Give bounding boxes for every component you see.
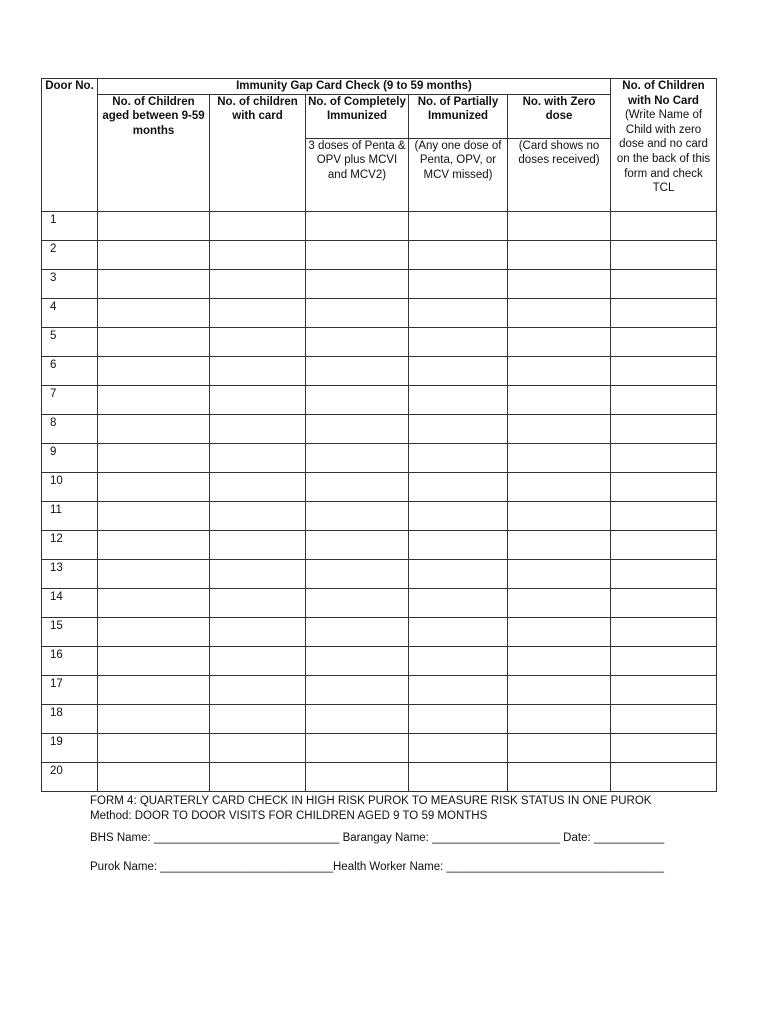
entry-cell[interactable] — [306, 501, 409, 530]
entry-cell[interactable] — [210, 762, 306, 791]
entry-cell[interactable] — [210, 443, 306, 472]
door-number-cell: 16 — [42, 646, 98, 675]
entry-cell[interactable] — [508, 327, 611, 356]
table-row — [42, 356, 717, 385]
entry-cell[interactable] — [611, 269, 717, 298]
entry-cell[interactable] — [409, 298, 508, 327]
entry-cell[interactable] — [306, 269, 409, 298]
table-row — [42, 501, 717, 530]
entry-cell[interactable] — [508, 588, 611, 617]
entry-cell[interactable] — [409, 501, 508, 530]
form-method: Method: DOOR TO DOOR VISITS FOR CHILDREN AGED 9 TO 59 MONTHS — [90, 810, 488, 822]
entry-cell[interactable] — [508, 472, 611, 501]
entry-cell[interactable] — [508, 675, 611, 704]
entry-cell[interactable] — [611, 211, 717, 240]
immunity-gap-table — [41, 78, 717, 792]
entry-cell[interactable] — [409, 617, 508, 646]
table-row — [42, 762, 717, 791]
entry-cell[interactable] — [306, 588, 409, 617]
entry-cell[interactable] — [611, 588, 717, 617]
door-number-cell: 17 — [42, 675, 98, 704]
entry-cell[interactable] — [306, 385, 409, 414]
table-row — [42, 414, 717, 443]
zero-dose-header: No. with Zero dose — [508, 94, 611, 138]
entry-cell[interactable] — [409, 472, 508, 501]
door-number-cell: 6 — [42, 356, 98, 385]
table-row — [42, 211, 717, 240]
entry-cell[interactable] — [306, 414, 409, 443]
entry-cell[interactable] — [98, 617, 210, 646]
entry-cell[interactable] — [98, 269, 210, 298]
entry-cell[interactable] — [508, 559, 611, 588]
entry-cell[interactable] — [409, 530, 508, 559]
entry-cell[interactable] — [508, 762, 611, 791]
door-number-cell: 2 — [42, 240, 98, 269]
entry-cell[interactable] — [409, 356, 508, 385]
entry-cell[interactable] — [508, 356, 611, 385]
with-card-header: No. of children with card — [210, 94, 306, 211]
table-row — [42, 675, 717, 704]
table-row — [42, 298, 717, 327]
no-card-note: (Write Name of Child with zero dose and no card on the back of this form and check TCL — [616, 109, 711, 195]
entry-cell[interactable] — [210, 675, 306, 704]
entry-cell[interactable] — [98, 501, 210, 530]
door-number-cell: 20 — [42, 762, 98, 791]
entry-cell[interactable] — [611, 530, 717, 559]
table-row — [42, 704, 717, 733]
entry-cell[interactable] — [306, 211, 409, 240]
entry-cell[interactable] — [306, 443, 409, 472]
entry-cell[interactable] — [508, 414, 611, 443]
entry-cell[interactable] — [508, 269, 611, 298]
table-row — [42, 327, 717, 356]
entry-cell[interactable] — [409, 240, 508, 269]
entry-cell[interactable] — [98, 240, 210, 269]
entry-cell[interactable] — [210, 298, 306, 327]
entry-cell[interactable] — [210, 472, 306, 501]
entry-cell[interactable] — [611, 414, 717, 443]
entry-cell[interactable] — [210, 327, 306, 356]
entry-cell[interactable] — [611, 617, 717, 646]
entry-cell[interactable] — [508, 385, 611, 414]
entry-cell[interactable] — [611, 356, 717, 385]
entry-cell[interactable] — [98, 675, 210, 704]
entry-cell[interactable] — [210, 646, 306, 675]
door-number-cell: 18 — [42, 704, 98, 733]
no-card-header — [611, 79, 717, 212]
door-no-header: Door No. — [42, 79, 98, 212]
zero-dose-note: (Card shows no doses received) — [508, 138, 611, 211]
door-number-cell: 4 — [42, 298, 98, 327]
entry-cell[interactable] — [409, 414, 508, 443]
entry-cell[interactable] — [98, 762, 210, 791]
entry-cell[interactable] — [98, 530, 210, 559]
entry-cell[interactable] — [611, 385, 717, 414]
entry-cell[interactable] — [98, 385, 210, 414]
entry-cell[interactable] — [210, 211, 306, 240]
entry-cell[interactable] — [210, 559, 306, 588]
immunity-gap-group-header: Immunity Gap Card Check (9 to 59 months) — [98, 79, 611, 95]
entry-cell[interactable] — [409, 588, 508, 617]
entry-cell[interactable] — [508, 704, 611, 733]
entry-cell[interactable] — [508, 240, 611, 269]
door-number-cell: 12 — [42, 530, 98, 559]
bhs-barangay-date-line: BHS Name: _____________________________ Barangay Name: ____________________ Date: ___________ — [90, 832, 665, 844]
partially-immunized-note: (Any one dose of Penta, OPV, or MCV missed) — [409, 138, 508, 211]
table-row — [42, 646, 717, 675]
aged-9-59-header: No. of Children aged between 9-59 months — [98, 94, 210, 211]
entry-cell[interactable] — [508, 646, 611, 675]
entry-cell[interactable] — [306, 240, 409, 269]
table-row — [42, 733, 717, 762]
entry-cell[interactable] — [611, 240, 717, 269]
entry-cell[interactable] — [98, 733, 210, 762]
entry-cell[interactable] — [98, 211, 210, 240]
entry-cell[interactable] — [508, 501, 611, 530]
entry-cell[interactable] — [611, 472, 717, 501]
entry-cell[interactable] — [306, 733, 409, 762]
entry-cell[interactable] — [611, 327, 717, 356]
entry-cell[interactable] — [409, 762, 508, 791]
table-row — [42, 240, 717, 269]
table-row — [42, 472, 717, 501]
completely-immunized-header: No. of Completely Immunized — [306, 94, 409, 138]
door-number-cell: 9 — [42, 443, 98, 472]
door-number-cell: 3 — [42, 269, 98, 298]
entry-cell[interactable] — [306, 298, 409, 327]
table-row — [42, 385, 717, 414]
entry-cell[interactable] — [98, 588, 210, 617]
entry-cell[interactable] — [409, 675, 508, 704]
entry-cell[interactable] — [306, 704, 409, 733]
entry-cell[interactable] — [98, 646, 210, 675]
door-number-cell: 14 — [42, 588, 98, 617]
entry-cell[interactable] — [611, 675, 717, 704]
entry-cell[interactable] — [611, 762, 717, 791]
door-number-cell: 13 — [42, 559, 98, 588]
table-row — [42, 588, 717, 617]
entry-cell[interactable] — [210, 733, 306, 762]
entry-cell[interactable] — [210, 617, 306, 646]
door-number-cell: 8 — [42, 414, 98, 443]
entry-cell[interactable] — [306, 559, 409, 588]
door-number-cell: 11 — [42, 501, 98, 530]
no-card-title: No. of Children with No Card — [622, 80, 705, 107]
door-number-cell: 19 — [42, 733, 98, 762]
entry-cell[interactable] — [210, 269, 306, 298]
entry-cell[interactable] — [409, 646, 508, 675]
entry-cell[interactable] — [98, 327, 210, 356]
entry-cell[interactable] — [409, 443, 508, 472]
entry-cell[interactable] — [210, 385, 306, 414]
entry-cell[interactable] — [306, 762, 409, 791]
entry-cell[interactable] — [306, 646, 409, 675]
table-row — [42, 443, 717, 472]
entry-cell[interactable] — [508, 530, 611, 559]
entry-cell[interactable] — [409, 385, 508, 414]
entry-cell[interactable] — [98, 414, 210, 443]
table-row — [42, 269, 717, 298]
entry-cell[interactable] — [306, 356, 409, 385]
entry-cell[interactable] — [611, 559, 717, 588]
entry-cell[interactable] — [306, 327, 409, 356]
purok-health-worker-line: Purok Name: ___________________________Health Worker Name: __________________________________ — [90, 861, 664, 873]
entry-cell[interactable] — [409, 211, 508, 240]
entry-cell[interactable] — [306, 530, 409, 559]
entry-cell[interactable] — [508, 298, 611, 327]
entry-cell[interactable] — [210, 530, 306, 559]
partially-immunized-header: No. of Partially Immunized — [409, 94, 508, 138]
entry-cell[interactable] — [210, 240, 306, 269]
entry-cell[interactable] — [210, 588, 306, 617]
entry-cell[interactable] — [508, 443, 611, 472]
completely-immunized-note: 3 doses of Penta & OPV plus MCVI and MCV2) — [306, 138, 409, 211]
door-number-cell: 15 — [42, 617, 98, 646]
entry-cell[interactable] — [210, 704, 306, 733]
entry-cell[interactable] — [306, 675, 409, 704]
entry-cell[interactable] — [306, 472, 409, 501]
entry-cell[interactable] — [508, 733, 611, 762]
entry-cell[interactable] — [210, 414, 306, 443]
entry-cell[interactable] — [98, 356, 210, 385]
entry-cell[interactable] — [611, 704, 717, 733]
entry-cell[interactable] — [611, 298, 717, 327]
entry-cell[interactable] — [611, 733, 717, 762]
table-row — [42, 530, 717, 559]
entry-cell[interactable] — [98, 704, 210, 733]
entry-cell[interactable] — [409, 269, 508, 298]
entry-cell[interactable] — [409, 704, 508, 733]
entry-cell[interactable] — [409, 559, 508, 588]
form-title: FORM 4: QUARTERLY CARD CHECK IN HIGH RISK PUROK TO MEASURE RISK STATUS IN ONE PUROK — [90, 795, 652, 807]
table-row — [42, 617, 717, 646]
entry-cell[interactable] — [611, 646, 717, 675]
entry-cell[interactable] — [98, 298, 210, 327]
door-number-cell: 7 — [42, 385, 98, 414]
entry-cell[interactable] — [409, 733, 508, 762]
door-number-cell: 1 — [42, 211, 98, 240]
entry-cell[interactable] — [98, 472, 210, 501]
table-row — [42, 559, 717, 588]
entry-cell[interactable] — [611, 443, 717, 472]
entry-cell[interactable] — [306, 617, 409, 646]
entry-cell[interactable] — [210, 356, 306, 385]
door-number-cell: 5 — [42, 327, 98, 356]
entry-cell[interactable] — [98, 443, 210, 472]
entry-cell[interactable] — [409, 327, 508, 356]
entry-cell[interactable] — [98, 559, 210, 588]
door-number-cell: 10 — [42, 472, 98, 501]
entry-cell[interactable] — [508, 211, 611, 240]
entry-cell[interactable] — [508, 617, 611, 646]
entry-cell[interactable] — [611, 501, 717, 530]
entry-cell[interactable] — [210, 501, 306, 530]
